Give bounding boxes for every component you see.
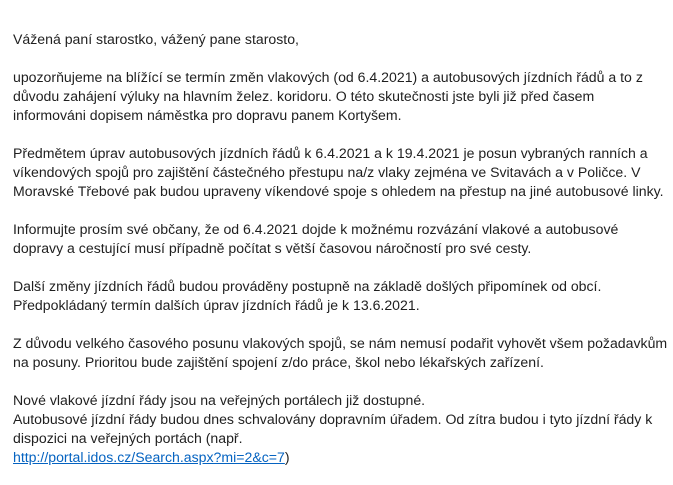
paragraph-1: upozorňujeme na blížící se termín změn vlakových (od 6.4.2021) a autobusových jízdních řádů a to z důvodu zahájení výluky na hlavním želez. koridoru. O této skutečnosti jste byli již před časem informováni dopisem náměstka pro dopravu panem Kortyšem. (13, 69, 643, 123)
greeting: Vážená paní starostko, vážený pane starosto, (13, 31, 299, 47)
email-body (13, 30, 668, 467)
closing-line-1: Nové vlakové jízdní řády jsou na veřejných portálech již dostupné. (13, 392, 426, 408)
paragraph-5: Z důvodu velkého časového posunu vlakových spojů, se nám nemusí podařit vyhovět všem požadavkům na posuny. Prioritou bude zajištění spojení z/do práce, škol nebo lékařských zařízení. (13, 335, 668, 370)
paragraph-3: Informujte prosím své občany, že od 6.4.2021 dojde k možnému rozvázání vlakové a autobusové dopravy a cestující musí případně počítat s větší časovou náročností pro své cesty. (13, 221, 619, 256)
paragraph-4: Další změny jízdních řádů budou prováděny postupně na základě došlých připomínek od obcí. Předpokládaný termín dalších úprav jízdních řádů je k 13.6.2021. (13, 278, 602, 313)
paragraph-2: Předmětem úprav autobusových jízdních řádů k 6.4.2021 a k 19.4.2021 je posun vybraných ranních a víkendových spojů pro zajištění částečného přestupu na/z vlaky zejména ve Svitavách a v Poličce. V Moravské Třebové pak budou upraveny víkendové spoje s ohledem na přestup na jiné autobusové linky. (13, 145, 664, 199)
closing-paragraph (13, 391, 668, 467)
idos-portal-link[interactable]: http://portal.idos.cz/Search.aspx?mi=2&c=7 (13, 449, 285, 465)
closing-line-2: Autobusové jízdní řády budou dnes schvalovány dopravním úřadem. Od zítra budou i tyto jízdní řády k dispozici na veřejných portách (např. (13, 411, 653, 446)
link-suffix: ) (284, 449, 290, 465)
